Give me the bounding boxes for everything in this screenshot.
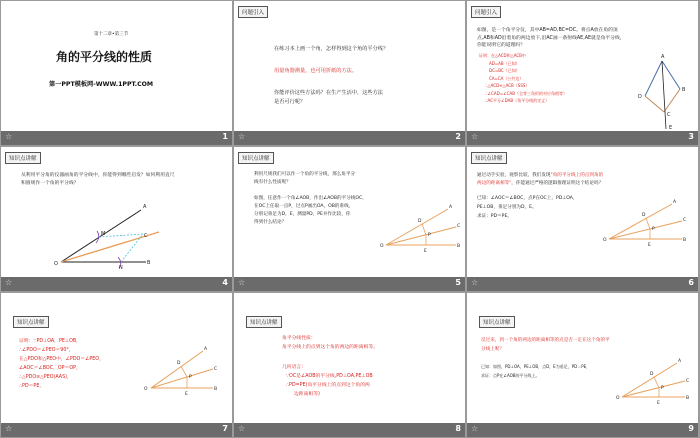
transition-star-icon[interactable]: ☆	[5, 424, 13, 433]
point-label: B	[686, 396, 690, 401]
transition-star-icon[interactable]: ☆	[5, 278, 13, 287]
point-label: C	[457, 224, 461, 229]
point-label: E	[185, 392, 188, 397]
slide-strip	[467, 131, 698, 145]
slide-canvas	[467, 1, 698, 131]
proof-line: ∴△PDO≌△PEO(AAS)，	[19, 375, 72, 380]
angle-bisector-figure	[1, 293, 232, 423]
point-label: C	[686, 379, 690, 384]
slide-text: 和圆规作一个角的平分线？	[21, 181, 79, 186]
slide-text: 点,AB和AD沿着角的两边放下,沿AC画一条射线AE,AE就是角平分线，	[477, 35, 625, 41]
slide-canvas	[1, 293, 232, 423]
slide-number: 1	[222, 132, 228, 141]
slide-canvas	[234, 1, 465, 131]
slide-number: 5	[455, 278, 461, 287]
slide-thumbnail-5[interactable]	[233, 146, 466, 292]
given-line: 求证：点P在∠AOB的平分线上。	[481, 373, 540, 378]
slide-number: 9	[688, 424, 694, 433]
point-label: C	[144, 233, 148, 239]
given-line: 求证：PD＝PE。	[477, 214, 512, 219]
point-label: A	[204, 347, 208, 352]
point-label: O	[616, 396, 620, 401]
slide-text: 在练习本上画一个角，怎样得到这个角的平分线？	[274, 46, 389, 52]
compass-construction-figure	[1, 147, 232, 277]
slide-canvas	[234, 147, 465, 277]
section-tag: 知识点讲解	[238, 152, 274, 164]
proof-line: 证明：∵PD⊥OA，PE⊥OB，	[19, 339, 81, 344]
theorem-line: 角平分线性质：	[282, 336, 316, 341]
transition-star-icon[interactable]: ☆	[238, 132, 246, 141]
point-label: P	[661, 386, 664, 391]
point-label: C	[683, 218, 687, 223]
slide-canvas	[1, 147, 232, 277]
section-tag: 知识点讲解	[13, 316, 49, 328]
point-label: C	[214, 367, 218, 372]
point-label: E	[669, 125, 673, 131]
transition-star-icon[interactable]: ☆	[238, 424, 246, 433]
slide-highlight: "角的平分线上的点到角的	[550, 173, 604, 178]
transition-star-icon[interactable]: ☆	[238, 278, 246, 287]
slide-strip	[1, 423, 232, 437]
slide-canvas	[234, 293, 465, 423]
proof-line: ∴AC平分∠DAB（角平分线的定义）	[485, 98, 550, 103]
slide-number: 8	[455, 424, 461, 433]
slide-strip	[467, 423, 698, 437]
slide-strip	[467, 277, 698, 291]
slide-strip	[234, 423, 465, 437]
slide-thumbnail-3[interactable]	[466, 0, 699, 146]
section-tag: 问题引入	[238, 6, 268, 18]
point-label: E	[657, 401, 660, 406]
point-label: P	[428, 233, 431, 238]
angle-bisector-figure	[467, 147, 698, 277]
point-label: A	[661, 54, 665, 60]
point-label: B	[682, 87, 686, 93]
slide-strip	[1, 131, 232, 145]
point-label: A	[143, 204, 147, 210]
slide-number: 3	[688, 132, 694, 141]
theorem-line: 边距离相等)	[294, 392, 320, 397]
slide-canvas	[1, 1, 232, 131]
given-line: 已知：如图，PD⊥OA，PE⊥OB，点D，E为垂足，PD＝PE，	[481, 364, 591, 369]
point-label: A	[449, 205, 453, 210]
slide-text-part: ，你能通过严格的逻辑推理证明这个结论吗？	[511, 181, 604, 186]
slide-text: 如图，任意作一个角∠AOB，作出∠AOB的平分线OC，	[254, 196, 367, 201]
theorem-line: 角平分线上的点到这个角的两边的距离相等。	[282, 345, 378, 350]
proof-line: ∴∠PDO＝∠PEO＝90°，	[19, 348, 74, 353]
slide-canvas	[467, 293, 698, 423]
slide-thumbnail-2[interactable]	[233, 0, 466, 146]
theorem-line: ∴PD=PE(角平分线上的点到这个角的两	[286, 383, 370, 388]
slide-text: 你能说明它的道理吗？	[477, 43, 525, 48]
point-label: A	[673, 200, 677, 205]
slide-text: 得到什么结论？	[254, 220, 287, 225]
point-label: O	[380, 244, 384, 249]
point-label: P	[652, 227, 655, 232]
slide-text: 如图，是一个角平分仪，其中AB=AD,BC=DC。将点A放在角的顶	[477, 28, 618, 33]
slide-answer: 用量角器测量，也可用折纸的方法。	[274, 68, 358, 74]
question-line: 反过来，到一个角的两边的距离相等的点是否一定在这个角的平	[481, 338, 610, 343]
section-tag: 问题引入	[471, 6, 501, 18]
given-line: 已知：∠AOC＝∠BOC，点P在OC上，PD⊥OA，	[477, 196, 578, 201]
question-line: 分线上呢？	[481, 347, 504, 352]
slide-title: 角的平分线的性质	[56, 50, 153, 64]
slide-highlight: 两边的距离相等"	[477, 181, 512, 186]
theorem-line: ∵OC是∠AOB的平分线,PD⊥OA,PE⊥OB	[286, 374, 373, 379]
slide-text: 分别记垂足为D，E，测量PD，PE并作比较，你	[254, 212, 351, 217]
slide-thumbnail-1[interactable]	[0, 0, 233, 146]
slide-text: 从利用平分角的仪器画角的平分线中，你能得到哪些启发？如何利用直尺	[21, 173, 175, 178]
point-label: O	[54, 261, 58, 267]
slide-text-part: 通过动手实验，观察比较，我们发现	[477, 173, 551, 178]
slide-number: 7	[222, 424, 228, 433]
point-label: E	[424, 249, 427, 254]
slide-strip	[234, 131, 465, 145]
point-label: B	[683, 238, 687, 243]
point-label: N	[119, 265, 123, 271]
slide-text: 是否可行呢？	[274, 99, 306, 105]
transition-star-icon[interactable]: ☆	[471, 132, 479, 141]
point-label: D	[650, 372, 654, 377]
proof-line: ∴∠CAD=∠CAB（全等三角形的对应角相等）	[485, 90, 567, 96]
point-label: D	[638, 94, 642, 100]
proof-line: ∴△ACD≌△ACB（SSS）	[485, 83, 530, 88]
slide-number: 2	[455, 132, 461, 141]
slide-number: 4	[222, 278, 228, 287]
point-label: C	[667, 112, 671, 118]
point-label: E	[648, 243, 651, 248]
point-label: B	[214, 387, 218, 392]
section-tag: 知识点讲解	[471, 152, 507, 164]
slide-thumbnail-8[interactable]	[233, 292, 466, 438]
slide-footer: 第一PPT模板网-WWW.1PPT.COM	[49, 81, 154, 88]
proof-line: DC=BC（已知）	[489, 68, 520, 73]
proof-line: ∴PD＝PE。	[19, 384, 45, 389]
transition-star-icon[interactable]: ☆	[471, 278, 479, 287]
slide-thumbnail-7[interactable]	[0, 292, 233, 438]
theorem-line: 几何语言：	[282, 365, 306, 370]
slide-thumbnail-9[interactable]	[466, 292, 699, 438]
point-label: O	[603, 238, 607, 243]
slide-thumbnail-4[interactable]	[0, 146, 233, 292]
angle-bisector-figure	[234, 147, 465, 277]
slide-subtitle: 第十二章•第三节	[94, 32, 129, 37]
point-label: P	[189, 375, 192, 380]
point-label: A	[678, 359, 682, 364]
section-tag: 知识点讲解	[246, 316, 282, 328]
point-label: D	[177, 361, 181, 366]
proof-line: 证明：在△ACD和△ACB中	[479, 53, 526, 58]
angle-bisector-instrument-figure	[467, 1, 698, 131]
angle-bisector-figure	[467, 293, 698, 423]
point-label: D	[418, 219, 422, 224]
point-label: B	[147, 260, 151, 266]
slide-text: 利用尺规我们可以作一个角的平分线，那么角平分	[254, 172, 356, 177]
slide-canvas	[467, 147, 698, 277]
slide-text: 线有什么性质呢？	[254, 180, 291, 185]
proof-line: CA=CA（公共边）	[489, 75, 524, 81]
transition-star-icon[interactable]: ☆	[5, 132, 13, 141]
proof-line: ∠AOC＝∠BOC，OP＝OP，	[19, 366, 81, 371]
point-label: O	[144, 387, 148, 392]
slide-text: 在OC上任取一点P，过点P画出OA，OB的垂线，	[254, 204, 354, 209]
given-line: PE⊥OB，垂足分别为D，E。	[477, 205, 537, 210]
transition-star-icon[interactable]: ☆	[471, 424, 479, 433]
section-tag: 知识点讲解	[5, 152, 41, 164]
point-label: D	[642, 213, 646, 218]
slide-number: 6	[688, 278, 694, 287]
section-tag: 知识点讲解	[479, 316, 515, 328]
slide-thumbnail-6[interactable]	[466, 146, 699, 292]
point-label: M	[101, 231, 106, 237]
proof-line: AD=AB（已知）	[489, 60, 520, 66]
point-label: B	[457, 244, 461, 249]
slide-strip	[1, 277, 232, 291]
slide-text: 你能评价这些方法吗？在生产生活中，这些方法	[274, 90, 383, 96]
slide-strip	[234, 277, 465, 291]
proof-line: 在△PDO和△PEO中，∠PDO＝∠PEO，	[19, 357, 104, 362]
